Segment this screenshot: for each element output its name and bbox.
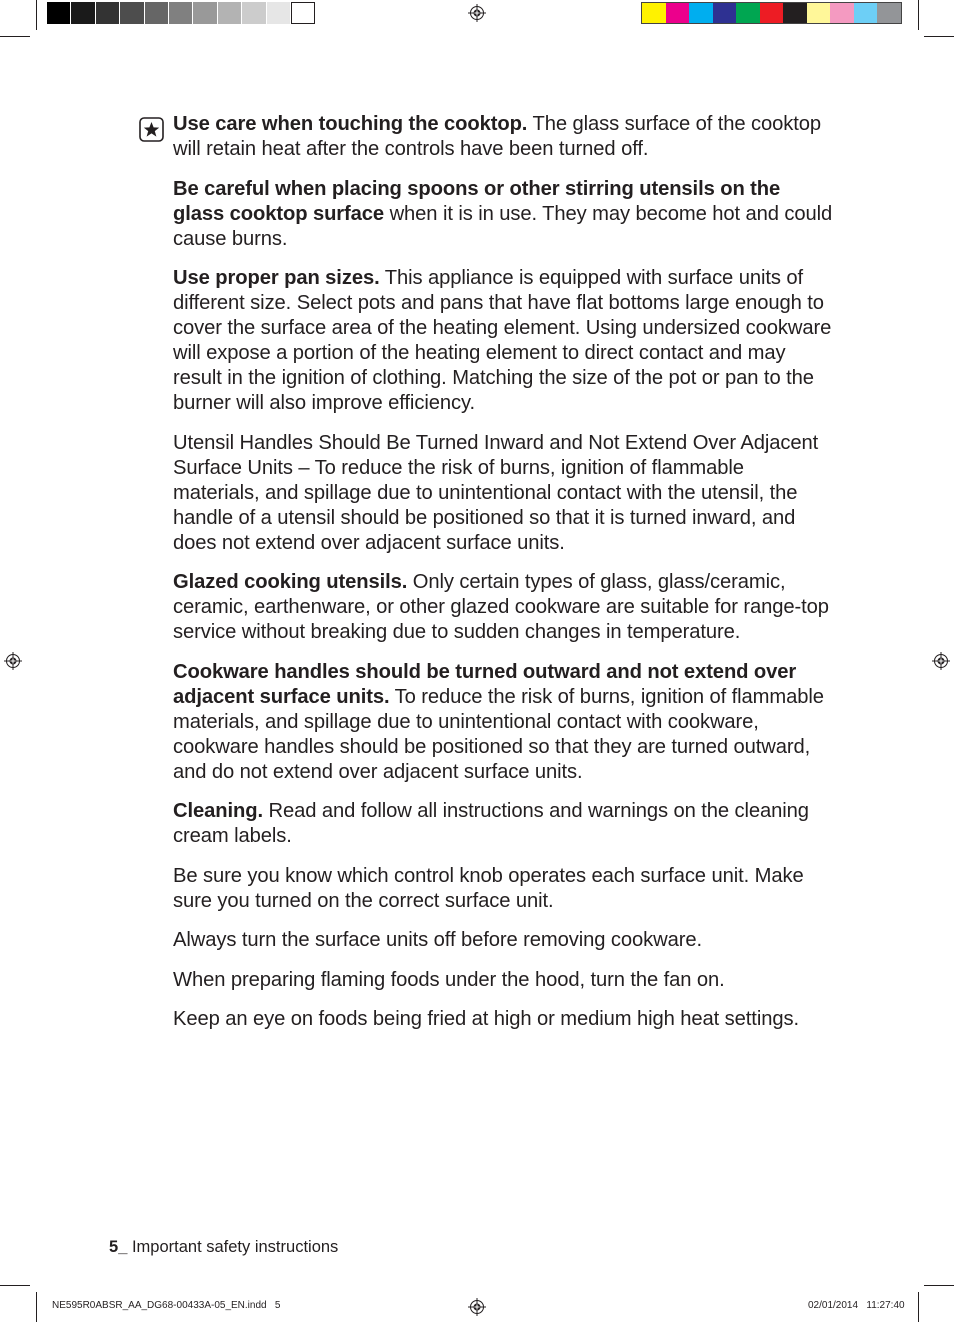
color-swatch [854,3,878,23]
safety-instructions-body [173,112,833,1047]
paragraph-text: Utensil Handles Should Be Turned Inward and Not Extend Over Adjacent Surface Units – To reduce the risk of burns, ignition of flammable materials, and spillage due to unintentional contact with the utensil, the handle of a utensil should be positioned so that it is turned inward, and does not extend over adjacent surface units. [173,431,819,554]
gray-swatch [169,2,193,24]
instruction-paragraph [173,570,833,645]
paragraph-lead: Cleaning. [173,800,263,822]
registration-mark-icon [468,1298,486,1316]
crop-mark [918,0,919,30]
color-swatch [830,3,854,23]
color-calibration-bar [641,2,902,24]
gray-swatch [242,2,266,24]
gray-swatch [193,2,217,24]
crop-mark [918,1292,919,1322]
color-swatch [642,3,666,23]
footer-section-title: Important safety instructions [131,1238,339,1256]
crop-mark [0,36,30,37]
gray-swatch [47,2,71,24]
gray-swatch [267,2,291,24]
instruction-paragraph [173,177,833,252]
paragraph-text: The glass surface of the cooktop will retain heat after the controls have been turned off. [173,113,822,160]
instruction-paragraph [173,431,833,556]
registration-mark-icon [4,652,22,670]
paragraph-text: To reduce the risk of burns, ignition of flammable materials, and spillage due to unintentional contact with cookware, cookware handles should be positioned so that they are turned outward, and do not extend over adjacent surface units. [173,685,824,783]
paragraph-text: Only certain types of glass, glass/ceramic, ceramic, earthenware, or other glazed cookware are suitable for range-top service without breaking due to sudden changes in temperature. [173,571,829,643]
color-swatch [807,3,831,23]
grayscale-calibration-bar [47,2,315,24]
gray-swatch [120,2,144,24]
paragraph-text: This appliance is equipped with surface units of different size. Select pots and pans that have flat bottoms large enough to cover the surface area of the heating element. Using undersized cookware will expose a portion of the heating element to direct contact and may result in the ignition of clothing. Matching the size of the pot or pan to the burner will also improve efficiency. [173,267,832,414]
color-swatch [877,3,901,23]
color-swatch [783,3,807,23]
color-swatch [666,3,690,23]
color-swatch [760,3,784,23]
instruction-paragraph [173,1007,833,1032]
gray-swatch [218,2,242,24]
paragraph-text: When preparing flaming foods under the hood, turn the fan on. [173,968,725,991]
gray-swatch [291,2,315,24]
paragraph-text: Read and follow all instructions and warnings on the cleaning cream labels. [173,800,809,847]
paragraph-lead: Cookware handles should be turned outward and not extend over adjacent surface units. [173,660,797,708]
crop-mark [924,1285,954,1286]
paragraph-lead: Glazed cooking utensils. [173,571,408,593]
star-note-icon [139,117,164,142]
instruction-paragraph [173,266,833,416]
paragraph-lead: Use proper pan sizes. [173,267,380,289]
color-swatch [713,3,737,23]
color-swatch [736,3,760,23]
crop-mark [0,1285,30,1286]
registration-mark-icon [468,4,486,22]
paragraph-text: Keep an eye on foods being fried at high or medium high heat settings. [173,1008,799,1030]
paragraph-lead: Use care when touching the cooktop. [173,113,528,135]
page-number: 5 [109,1238,119,1256]
gray-swatch [145,2,169,24]
gray-swatch [96,2,120,24]
instruction-paragraph [173,660,833,785]
registration-mark-icon [932,652,950,670]
color-swatch [689,3,713,23]
paragraph-text: when it is in use. They may become hot and could cause burns. [173,202,833,250]
gray-swatch [71,2,95,24]
paragraph-text: Always turn the surface units off before removing cookware. [173,929,702,951]
instruction-paragraph [173,864,833,914]
instruction-paragraph [173,968,833,993]
paragraph-lead: Be careful when placing spoons or other stirring utensils on the glass cooktop surface [173,177,781,225]
slug-timestamp: 02/01/2014 11:27:40 [808,1300,905,1311]
instruction-paragraph [173,112,833,162]
footer-separator: _ [118,1238,132,1256]
paragraph-text: Be sure you know which control knob operates each surface unit. Make sure you turned on the correct surface unit. [173,864,804,912]
crop-mark [924,36,954,37]
slug-file-name: NE595R0ABSR_AA_DG68-00433A-05_EN.indd 5 [52,1300,281,1311]
crop-mark [36,0,37,30]
instruction-paragraph [173,928,833,953]
instruction-paragraph [173,799,833,849]
page-footer [109,1238,338,1257]
crop-mark [36,1292,37,1322]
